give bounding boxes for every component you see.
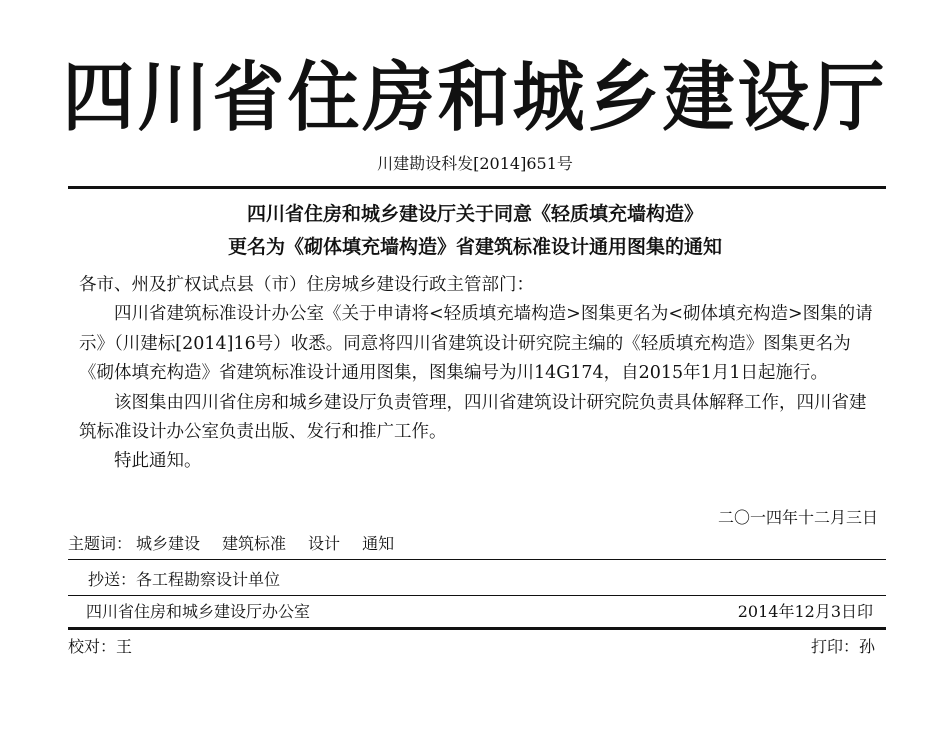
document-number: 川建勘设科发[2014]651号 xyxy=(377,154,573,173)
issuer-header-title: 四川省住房和城乡建设厅 xyxy=(62,52,888,142)
body-paragraph-2: 该图集由四川省住房和城乡建设厅负责管理，四川省建筑设计研究院负责具体解释工作，四川省建筑标准设计办公室负责出版、发行和推广工作。 xyxy=(79,392,867,443)
body-paragraph-1: 四川省建筑标准设计办公室《关于申请将<轻质填充墙构造>图集更名为<砌体填充构造>图集的请示》（川建标[2014]16号）收悉。同意将四川省建筑设计研究院主编的《轻质填充构造》图集更名为《砌体填充构造》省建筑标准设计通用图集，图集编号为川14G174，自2015年1月1日起施行。 xyxy=(79,304,873,384)
header-divider xyxy=(68,186,886,189)
cc-divider xyxy=(68,595,886,596)
cc-recipients: 抄送：各工程勘察设计单位 xyxy=(88,570,281,589)
footer-divider xyxy=(68,627,886,630)
keywords-label: 主题词： xyxy=(68,534,133,553)
salutation: 各市、州及扩权试点县（市）住房城乡建设行政主管部门： xyxy=(79,275,534,295)
notice-title-line-2: 更名为《砌体填充墙构造》省建筑标准设计通用图集的通知 xyxy=(227,236,722,258)
keyword: 城乡建设 xyxy=(136,534,201,553)
proofreader: 校对：王 xyxy=(68,637,133,656)
printer: 打印：孙 xyxy=(810,637,875,656)
issue-date: 二〇一四年十二月三日 xyxy=(717,508,878,527)
keyword: 建筑标准 xyxy=(222,534,287,553)
notice-body xyxy=(79,271,879,477)
issuing-office: 四川省住房和城乡建设厅办公室 xyxy=(86,602,311,621)
keywords-row xyxy=(68,532,394,556)
notice-title-line-1: 四川省住房和城乡建设厅关于同意《轻质填充墙构造》 xyxy=(246,203,703,225)
keyword: 通知 xyxy=(362,534,395,553)
keyword: 设计 xyxy=(308,534,341,553)
print-date: 2014年12月3日印 xyxy=(737,602,873,621)
keywords-divider xyxy=(68,559,886,560)
closing-line: 特此通知。 xyxy=(114,451,202,472)
